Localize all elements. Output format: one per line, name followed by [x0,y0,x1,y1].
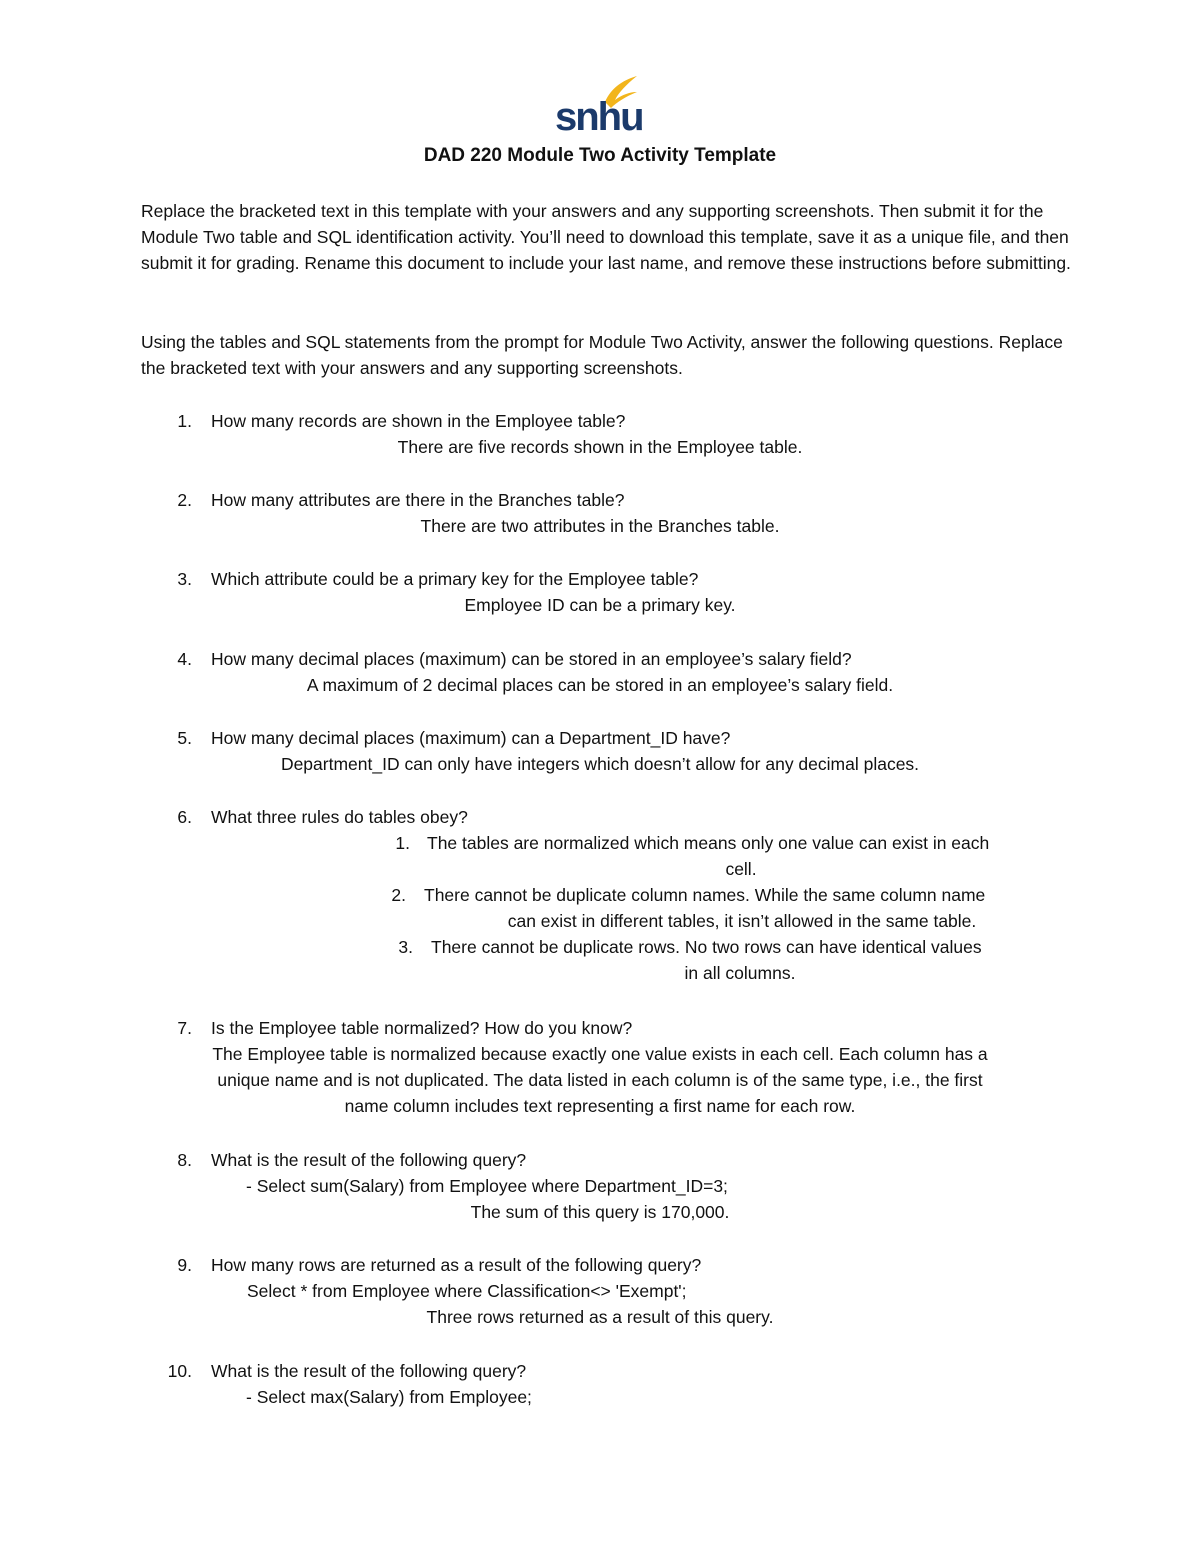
question-number: 9. [177,1255,192,1275]
question-text: How many records are shown in the Employee table? [211,411,626,431]
rule-item-2 [0,882,1200,908]
question-number: 7. [177,1018,192,1038]
question-7 [0,1015,1200,1119]
rule-text: The tables are normalized which means only one value can exist in each [427,833,990,853]
answer-text: There are five records shown in the Employee table. [397,437,803,457]
question-2 [0,487,1200,539]
rule-text-continued: cell. [725,859,757,879]
rule-text-continued: in all columns. [684,963,796,983]
question-9 [0,1252,1200,1330]
rule-text: There cannot be duplicate rows. No two rows can have identical values [431,937,982,957]
question-5 [0,725,1200,777]
answer-line: name column includes text representing a first name for each row. [344,1096,856,1116]
intro-paragraph-1: Replace the bracketed text in this template with your answers and any supporting screenshots. Then submit it for the Module Two table and SQL identification activity. You’ll need to download this template, save it as a unique file, and then submit it for grading. Rename this document to include your last name, and remove these instructions before submitting. [141,201,1071,273]
answer-text: Three rows returned as a result of this query. [426,1307,774,1327]
rule-item-3 [0,934,1200,960]
question-text: How many decimal places (maximum) can a Department_ID have? [211,728,731,748]
question-3 [0,566,1200,618]
sql-query: Select * from Employee where Classification<> 'Exempt'; [247,1281,687,1301]
question-6 [0,804,1200,986]
question-4 [0,646,1200,698]
logo-wordmark: snhu [555,95,643,134]
question-number: 8. [177,1150,192,1170]
answer-text: There are two attributes in the Branches table. [420,516,780,536]
question-number: 5. [177,728,192,748]
question-1 [0,408,1200,460]
sql-query: - Select max(Salary) from Employee; [246,1387,532,1407]
question-number: 10. [167,1361,192,1381]
rule-item-1 [0,830,1200,856]
question-text: How many decimal places (maximum) can be stored in an employee’s salary field? [211,649,852,669]
question-number: 6. [177,807,192,827]
rule-text-continued: can exist in different tables, it isn’t allowed in the same table. [507,911,977,931]
question-text: Is the Employee table normalized? How do you know? [211,1018,633,1038]
intro-paragraph-2: Using the tables and SQL statements from the prompt for Module Two Activity, answer the following questions. Replace the bracketed text with your answers and any supporting screenshots. [141,332,1063,378]
answer-line: unique name and is not duplicated. The data listed in each column is of the same type, i.e., the first [217,1070,983,1090]
answer-text: A maximum of 2 decimal places can be stored in an employee’s salary field. [306,675,894,695]
answer-text: The sum of this query is 170,000. [470,1202,730,1222]
answer-line: The Employee table is normalized because exactly one value exists in each cell. Each column has a [212,1044,988,1064]
question-text: What is the result of the following query? [211,1150,527,1170]
question-text: How many attributes are there in the Branches table? [211,490,625,510]
question-text: What is the result of the following query? [211,1361,527,1381]
question-number: 3. [177,569,192,589]
question-text: Which attribute could be a primary key for the Employee table? [211,569,699,589]
sql-query: - Select sum(Salary) from Employee where Department_ID=3; [246,1176,728,1196]
answer-text: Department_ID can only have integers which doesn’t allow for any decimal places. [280,754,920,774]
rule-number: 2. [391,885,406,905]
rule-number: 3. [398,937,413,957]
question-10 [0,1358,1200,1410]
question-text: How many rows are returned as a result of the following query? [211,1255,702,1275]
question-8 [0,1147,1200,1225]
page-title: DAD 220 Module Two Activity Template [423,145,777,166]
rule-number: 1. [395,833,410,853]
question-number: 2. [177,490,192,510]
answer-text: Employee ID can be a primary key. [464,595,736,615]
question-text: What three rules do tables obey? [211,807,468,827]
rule-text: There cannot be duplicate column names. While the same column name [424,885,986,905]
snhu-logo [553,74,643,134]
question-number: 4. [177,649,192,669]
question-number: 1. [177,411,192,431]
